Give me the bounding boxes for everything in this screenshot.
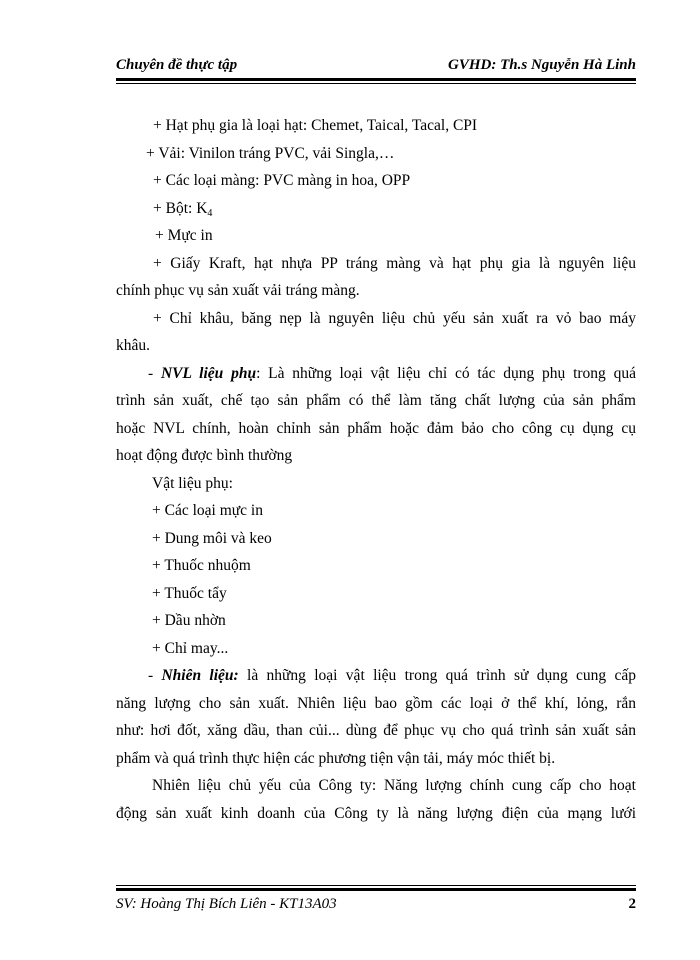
body-line: + Dung môi và keo	[152, 529, 272, 547]
body-line: Vật liệu phụ:	[152, 474, 233, 492]
dash-marker: -	[148, 667, 162, 684]
subscript: 4	[207, 207, 213, 219]
body-line: phẩm và quá trình thực hiện các phương tiện vận tải, máy móc thiết bị.	[116, 749, 556, 767]
term-nhien-lieu: Nhiên liệu:	[161, 667, 239, 684]
header-title: Chuyên đề thực tập	[116, 57, 238, 73]
body-line	[116, 662, 636, 690]
body-line: + Vải: Vinilon tráng PVC, vải Singla,…	[146, 144, 395, 162]
term-nvl-phu: NVL liệu phụ	[160, 364, 257, 382]
body-line: + Các loại màng: PVC màng in hoa, OPP	[153, 172, 411, 189]
body-line: + Giấy Kraft, hạt nhựa PP tráng màng và hạt phụ gia là nguyên liệu	[153, 254, 636, 272]
body-line: + Mực in	[155, 227, 213, 244]
page-number: 2	[628, 895, 636, 912]
body-line: Nhiên liệu chủ yếu của Công ty: Năng lượng chính cung cấp cho hoạt	[152, 777, 636, 794]
body-line: động sản xuất kinh doanh của Công ty là năng lượng điện của mạng lưới	[116, 804, 636, 822]
body-line	[116, 360, 636, 388]
header-advisor: GVHD: Th.s Nguyễn Hà Linh	[448, 57, 636, 73]
body-text-run: + Bột: K	[153, 199, 208, 217]
page-header	[116, 50, 636, 74]
footer-student: SV: Hoàng Thị Bích Liên - KT13A03	[116, 895, 337, 912]
body-line: + Thuốc tẩy	[152, 584, 227, 602]
header-rule	[116, 78, 636, 84]
body-line: + Chỉ khâu, băng nẹp là nguyên liệu chủ yếu sản xuất ra vỏ bao máy	[153, 309, 636, 327]
body-line: + Chỉ may...	[152, 639, 229, 657]
body-line: khâu.	[116, 337, 151, 354]
body-line: + Hạt phụ gia là loại hạt: Chemet, Taical, Tacal, CPI	[153, 117, 478, 134]
body-line	[116, 195, 636, 223]
body-line: chính phục vụ sản xuất vải tráng màng.	[116, 282, 360, 299]
body-line: như: hơi đốt, xăng dầu, than củi... dùng để phục vụ cho quá trình sản xuất sản	[116, 722, 636, 739]
body-line: năng lượng cho sản xuất. Nhiên liệu bao gồm các loại ở thể khí, lỏng, rắn	[116, 694, 636, 712]
body-text-run: : Là những loại vật liệu chỉ có tác dụng phụ trong quá	[256, 364, 636, 382]
body-line: trình sản xuất, chế tạo sản phẩm có thể làm tăng chất lượng của sản phẩm	[116, 392, 636, 409]
body-text	[116, 112, 636, 827]
body-line: hoặc NVL chính, hoàn chỉnh sản phẩm hoặc đảm bảo cho công cụ dụng cụ	[116, 419, 636, 437]
footer-rule	[116, 885, 636, 891]
dash-marker: -	[148, 364, 161, 382]
body-line: + Thuốc nhuộm	[152, 557, 251, 574]
page-footer	[116, 894, 636, 914]
body-line: + Dầu nhờn	[152, 612, 226, 629]
body-line: + Các loại mực in	[152, 502, 263, 519]
body-line: hoạt động được bình thường	[116, 447, 293, 464]
body-text-run: là những loại vật liệu trong quá trình sử dụng cung cấp	[238, 667, 636, 684]
